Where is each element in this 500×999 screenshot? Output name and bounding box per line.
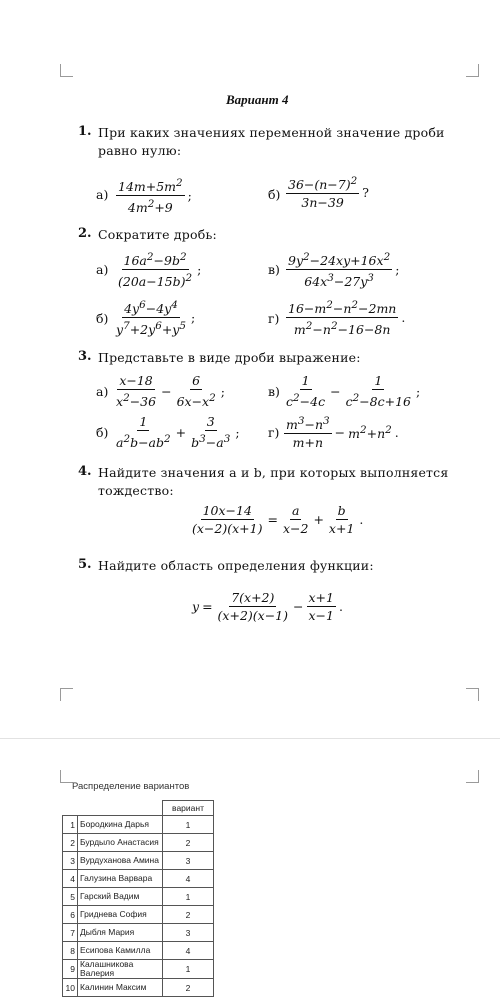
row-number: 6: [63, 906, 78, 924]
table-row: [63, 852, 214, 870]
table-row: [63, 888, 214, 906]
variant-cell: 3: [163, 852, 214, 870]
math-expression: $\frac{36-(n-7)^2}{3n-39}$ ?: [288, 175, 369, 211]
variant-cell: 4: [163, 870, 214, 888]
task-number: 2.: [78, 226, 92, 241]
item-label: а): [96, 262, 109, 277]
table-row: [63, 942, 214, 960]
variant-cell: 2: [163, 834, 214, 852]
distribution-table: [62, 800, 214, 997]
item-label: в): [268, 262, 280, 277]
task-text: Найдите значения a и b, при которых выполняется тождество:: [98, 465, 449, 498]
student-name: Дыбля Мария: [78, 924, 163, 942]
student-name: Гриднева София: [78, 906, 163, 924]
math-expression: $\frac{m^3-n^3}{m+n}$ − $m^2+n^2$ .: [286, 415, 399, 451]
task-text: Представьте в виде дроби выражение:: [98, 350, 361, 365]
math-expression: $\frac{x-18}{x^2-36}$ − $\frac{6}{6x-x^2}$ ;: [116, 373, 225, 410]
table-row: [63, 924, 214, 942]
item-label: а): [96, 187, 109, 202]
task-number: 4.: [78, 464, 92, 479]
student-name: Бородкина Дарья: [78, 816, 163, 834]
table-row: [63, 834, 214, 852]
variant-title: Вариант 4: [226, 92, 289, 107]
task-number: 1.: [78, 124, 92, 139]
item-label: г): [268, 311, 280, 326]
math-expression: $\frac{16a^2-9b^2}{(20a-15b)^2}$ ;: [118, 251, 202, 290]
math-expression: y = $\frac{7(x+2)}{(x+2)(x-1)}$ − $\frac{x+1}{x-1}$ .: [192, 590, 343, 623]
task-number: 3.: [78, 349, 92, 364]
table-cell: [63, 801, 78, 816]
row-number: 3: [63, 852, 78, 870]
student-name: Калинин Максим: [78, 979, 163, 997]
variant-cell: 2: [163, 979, 214, 997]
task-text: При каких значениях переменной значение дроби равно нулю:: [98, 125, 445, 158]
item-label: а): [96, 384, 109, 399]
corner-mark: [466, 688, 479, 701]
row-number: 1: [63, 816, 78, 834]
row-number: 5: [63, 888, 78, 906]
item-label: в): [268, 384, 280, 399]
math-expression: $\frac{10x-14}{(x-2)(x+1)}$ = $\frac{a}{x-2}$ + $\frac{b}{x+1}$ .: [192, 503, 364, 536]
variant-cell: 1: [163, 816, 214, 834]
column-header: вариант: [163, 801, 214, 816]
item-label: б): [96, 425, 109, 440]
task-text: Сократите дробь:: [98, 227, 217, 242]
table-row: [63, 816, 214, 834]
row-number: 7: [63, 924, 78, 942]
corner-mark: [466, 770, 479, 783]
table-row: [63, 906, 214, 924]
page-divider: [0, 738, 500, 739]
student-name: Есипова Камилла: [78, 942, 163, 960]
corner-mark: [60, 64, 73, 77]
table-header-row: [63, 801, 214, 816]
variant-cell: 2: [163, 906, 214, 924]
task-text: Найдите область определения функции:: [98, 558, 374, 573]
item-label: г): [268, 425, 280, 440]
table-cell: [78, 801, 163, 816]
variant-cell: 4: [163, 942, 214, 960]
item-label: б): [96, 311, 109, 326]
row-number: 10: [63, 979, 78, 997]
student-name: Галузина Варвара: [78, 870, 163, 888]
variant-cell: 1: [163, 960, 214, 979]
student-name: Гарский Вадим: [78, 888, 163, 906]
table-row: [63, 960, 214, 979]
math-expression: $\frac{1}{c^2-4c}$ − $\frac{1}{c^2-8c+16}$ ;: [286, 373, 421, 410]
task-number: 5.: [78, 557, 92, 572]
math-expression: $\frac{1}{a^2b-ab^2}$ + $\frac{3}{b^3-a^3}$ ;: [116, 414, 240, 451]
row-number: 9: [63, 960, 78, 979]
row-number: 4: [63, 870, 78, 888]
variant-cell: 1: [163, 888, 214, 906]
math-expression: $\frac{4y^6-4y^4}{y^7+2y^6+y^5}$ ;: [116, 299, 196, 338]
student-name: Калашникова Валерия: [78, 960, 163, 979]
table-row: [63, 870, 214, 888]
variant-cell: 3: [163, 924, 214, 942]
math-expression: $\frac{14m+5m^2}{4m^2+9}$ ;: [118, 177, 192, 216]
distribution-heading: Распределение вариантов: [72, 781, 190, 792]
row-number: 8: [63, 942, 78, 960]
student-name: Вурдуханова Амина: [78, 852, 163, 870]
table-row: [63, 979, 214, 997]
item-label: б): [268, 187, 281, 202]
math-expression: $\frac{9y^2-24xy+16x^2}{64x^3-27y^3}$ ;: [288, 251, 400, 290]
student-name: Бурдыло Анастасия: [78, 834, 163, 852]
math-expression: $\frac{16-m^2-n^2-2mn}{m^2-n^2-16-8n}$ .: [288, 299, 406, 338]
row-number: 2: [63, 834, 78, 852]
corner-mark: [60, 688, 73, 701]
corner-mark: [466, 64, 479, 77]
